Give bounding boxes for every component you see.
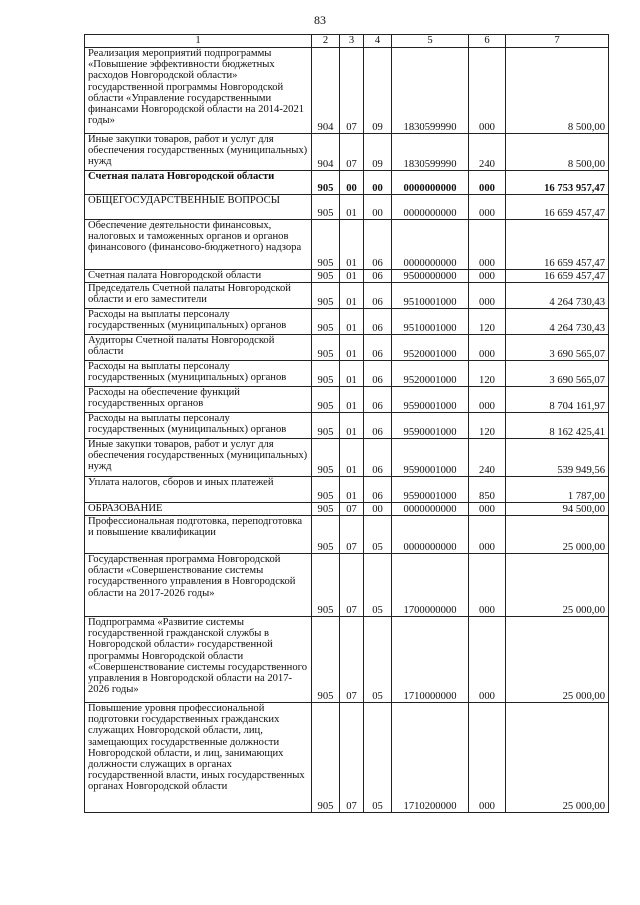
table-row	[85, 309, 609, 335]
row-amount: 16 659 457,47	[506, 270, 609, 283]
row-subsection-code: 06	[364, 335, 392, 361]
row-section-code: 07	[340, 617, 364, 703]
row-amount: 94 500,00	[506, 503, 609, 516]
table-body	[85, 48, 609, 813]
row-description: Председатель Счетной палаты Новгородской области и его заместители	[85, 283, 312, 309]
row-subsection-code: 06	[364, 283, 392, 309]
row-amount: 16 753 957,47	[506, 171, 609, 195]
row-section-code: 07	[340, 554, 364, 617]
table-row	[85, 387, 609, 413]
table-row	[85, 477, 609, 503]
row-ministry-code: 905	[312, 477, 340, 503]
row-target-article: 1830599990	[392, 48, 469, 134]
row-expense-type: 240	[469, 439, 506, 477]
row-description: Расходы на выплаты персоналу государственных (муниципальных) органов	[85, 361, 312, 387]
row-section-code: 07	[340, 703, 364, 813]
row-subsection-code: 06	[364, 387, 392, 413]
row-subsection-code: 05	[364, 554, 392, 617]
row-target-article: 9510001000	[392, 309, 469, 335]
row-ministry-code: 905	[312, 554, 340, 617]
header-col-6: 6	[469, 35, 506, 48]
row-subsection-code: 06	[364, 477, 392, 503]
row-ministry-code: 905	[312, 283, 340, 309]
row-section-code: 01	[340, 439, 364, 477]
table-row	[85, 361, 609, 387]
row-amount: 1 787,00	[506, 477, 609, 503]
row-ministry-code: 905	[312, 413, 340, 439]
row-expense-type: 000	[469, 195, 506, 220]
row-target-article: 9510001000	[392, 283, 469, 309]
row-subsection-code: 06	[364, 309, 392, 335]
row-section-code: 07	[340, 48, 364, 134]
row-expense-type: 000	[469, 283, 506, 309]
table-row	[85, 439, 609, 477]
row-amount: 8 500,00	[506, 134, 609, 171]
row-ministry-code: 905	[312, 270, 340, 283]
row-ministry-code: 905	[312, 617, 340, 703]
row-subsection-code: 00	[364, 171, 392, 195]
row-target-article: 9500000000	[392, 270, 469, 283]
row-amount: 4 264 730,43	[506, 309, 609, 335]
table-row	[85, 220, 609, 270]
row-description: ОБРАЗОВАНИЕ	[85, 503, 312, 516]
row-subsection-code: 05	[364, 703, 392, 813]
row-section-code: 01	[340, 283, 364, 309]
table-row	[85, 503, 609, 516]
table-row	[85, 516, 609, 554]
row-description: Счетная палата Новгородской области	[85, 171, 312, 195]
table-row	[85, 413, 609, 439]
row-expense-type: 000	[469, 171, 506, 195]
row-section-code: 07	[340, 134, 364, 171]
row-expense-type: 000	[469, 220, 506, 270]
row-target-article: 0000000000	[392, 171, 469, 195]
row-section-code: 01	[340, 387, 364, 413]
row-description: Подпрограмма «Развитие системы государственной гражданской службы в Новгородской области» государственной программы Новгородской области «Совершенствование системы государственного управления в Новгородской области на 2017-2026 годы»	[85, 617, 312, 703]
row-amount: 3 690 565,07	[506, 335, 609, 361]
row-description: Иные закупки товаров, работ и услуг для обеспечения государственных (муниципальных) нужд	[85, 134, 312, 171]
table-row	[85, 703, 609, 813]
row-target-article: 0000000000	[392, 503, 469, 516]
row-description: Уплата налогов, сборов и иных платежей	[85, 477, 312, 503]
row-ministry-code: 905	[312, 516, 340, 554]
table-row	[85, 617, 609, 703]
row-section-code: 01	[340, 270, 364, 283]
table-row	[85, 171, 609, 195]
row-subsection-code: 00	[364, 503, 392, 516]
row-expense-type: 000	[469, 617, 506, 703]
row-target-article: 1830599990	[392, 134, 469, 171]
row-amount: 25 000,00	[506, 703, 609, 813]
row-amount: 16 659 457,47	[506, 220, 609, 270]
row-amount: 8 500,00	[506, 48, 609, 134]
header-col-2: 2	[312, 35, 340, 48]
row-ministry-code: 904	[312, 48, 340, 134]
row-expense-type: 000	[469, 516, 506, 554]
table-row	[85, 270, 609, 283]
row-description: Расходы на обеспечение функций государственных органов	[85, 387, 312, 413]
row-amount: 25 000,00	[506, 516, 609, 554]
row-section-code: 07	[340, 503, 364, 516]
row-section-code: 01	[340, 220, 364, 270]
row-description: Реализация мероприятий подпрограммы «Повышение эффективности бюджетных расходов Новгородской области» государственной программы Новгородской области «Управление государственными финансами Новгородской области на 2014-2021 годы»	[85, 48, 312, 134]
row-expense-type: 850	[469, 477, 506, 503]
row-subsection-code: 06	[364, 220, 392, 270]
row-amount: 25 000,00	[506, 554, 609, 617]
row-amount: 25 000,00	[506, 617, 609, 703]
header-row	[85, 35, 609, 48]
row-expense-type: 120	[469, 413, 506, 439]
row-subsection-code: 09	[364, 134, 392, 171]
row-description: Счетная палата Новгородской области	[85, 270, 312, 283]
table-row	[85, 134, 609, 171]
row-subsection-code: 06	[364, 413, 392, 439]
row-section-code: 01	[340, 309, 364, 335]
row-expense-type: 000	[469, 270, 506, 283]
table-row	[85, 335, 609, 361]
row-subsection-code: 06	[364, 361, 392, 387]
header-col-5: 5	[392, 35, 469, 48]
row-target-article: 9520001000	[392, 335, 469, 361]
table-row	[85, 554, 609, 617]
row-subsection-code: 05	[364, 516, 392, 554]
row-ministry-code: 905	[312, 220, 340, 270]
row-target-article: 9590001000	[392, 477, 469, 503]
header-col-7: 7	[506, 35, 609, 48]
row-ministry-code: 905	[312, 503, 340, 516]
row-expense-type: 120	[469, 361, 506, 387]
row-expense-type: 000	[469, 503, 506, 516]
row-target-article: 0000000000	[392, 516, 469, 554]
row-target-article: 9590001000	[392, 387, 469, 413]
row-expense-type: 000	[469, 554, 506, 617]
row-section-code: 01	[340, 477, 364, 503]
row-target-article: 0000000000	[392, 220, 469, 270]
row-expense-type: 000	[469, 335, 506, 361]
row-expense-type: 000	[469, 48, 506, 134]
row-description: Профессиональная подготовка, переподготовка и повышение квалификации	[85, 516, 312, 554]
header-col-3: 3	[340, 35, 364, 48]
row-amount: 539 949,56	[506, 439, 609, 477]
row-amount: 8 704 161,97	[506, 387, 609, 413]
row-subsection-code: 09	[364, 48, 392, 134]
row-amount: 8 162 425,41	[506, 413, 609, 439]
row-subsection-code: 00	[364, 195, 392, 220]
row-target-article: 0000000000	[392, 195, 469, 220]
row-subsection-code: 06	[364, 439, 392, 477]
row-description: Обеспечение деятельности финансовых, налоговых и таможенных органов и органов финансового (финансово-бюджетного) надзора	[85, 220, 312, 270]
row-ministry-code: 905	[312, 361, 340, 387]
row-ministry-code: 905	[312, 171, 340, 195]
header-col-1: 1	[85, 35, 312, 48]
row-description: Расходы на выплаты персоналу государственных (муниципальных) органов	[85, 413, 312, 439]
row-section-code: 01	[340, 335, 364, 361]
row-ministry-code: 905	[312, 335, 340, 361]
row-description: Государственная программа Новгородской области «Совершенствование системы государственного управления в Новгородской области на 2017-2026 годы»	[85, 554, 312, 617]
budget-table	[84, 34, 609, 813]
row-target-article: 1710200000	[392, 703, 469, 813]
row-expense-type: 120	[469, 309, 506, 335]
row-subsection-code: 06	[364, 270, 392, 283]
row-ministry-code: 904	[312, 134, 340, 171]
table-row	[85, 283, 609, 309]
row-target-article: 9520001000	[392, 361, 469, 387]
row-target-article: 1710000000	[392, 617, 469, 703]
header-col-4: 4	[364, 35, 392, 48]
row-ministry-code: 905	[312, 195, 340, 220]
row-section-code: 01	[340, 195, 364, 220]
row-target-article: 9590001000	[392, 413, 469, 439]
row-ministry-code: 905	[312, 309, 340, 335]
row-amount: 4 264 730,43	[506, 283, 609, 309]
page-number: 83	[314, 13, 326, 27]
row-section-code: 00	[340, 171, 364, 195]
row-subsection-code: 05	[364, 617, 392, 703]
row-description: Расходы на выплаты персоналу государственных (муниципальных) органов	[85, 309, 312, 335]
row-ministry-code: 905	[312, 387, 340, 413]
row-ministry-code: 905	[312, 439, 340, 477]
row-ministry-code: 905	[312, 703, 340, 813]
row-target-article: 1700000000	[392, 554, 469, 617]
row-description: Иные закупки товаров, работ и услуг для обеспечения государственных (муниципальных) нужд	[85, 439, 312, 477]
row-amount: 16 659 457,47	[506, 195, 609, 220]
row-target-article: 9590001000	[392, 439, 469, 477]
row-section-code: 01	[340, 413, 364, 439]
table-row	[85, 195, 609, 220]
row-expense-type: 000	[469, 703, 506, 813]
row-expense-type: 240	[469, 134, 506, 171]
row-section-code: 07	[340, 516, 364, 554]
row-description: Повышение уровня профессиональной подготовки государственных гражданских служащих Новгородской области, лиц, замещающих государственные должности Новгородской области, и лиц, занимающих должности служащих в органах государственной власти, иных государственных органах Новгородской области	[85, 703, 312, 813]
row-expense-type: 000	[469, 387, 506, 413]
row-description: ОБЩЕГОСУДАРСТВЕННЫЕ ВОПРОСЫ	[85, 195, 312, 220]
row-description: Аудиторы Счетной палаты Новгородской области	[85, 335, 312, 361]
row-section-code: 01	[340, 361, 364, 387]
row-amount: 3 690 565,07	[506, 361, 609, 387]
table-row	[85, 48, 609, 134]
